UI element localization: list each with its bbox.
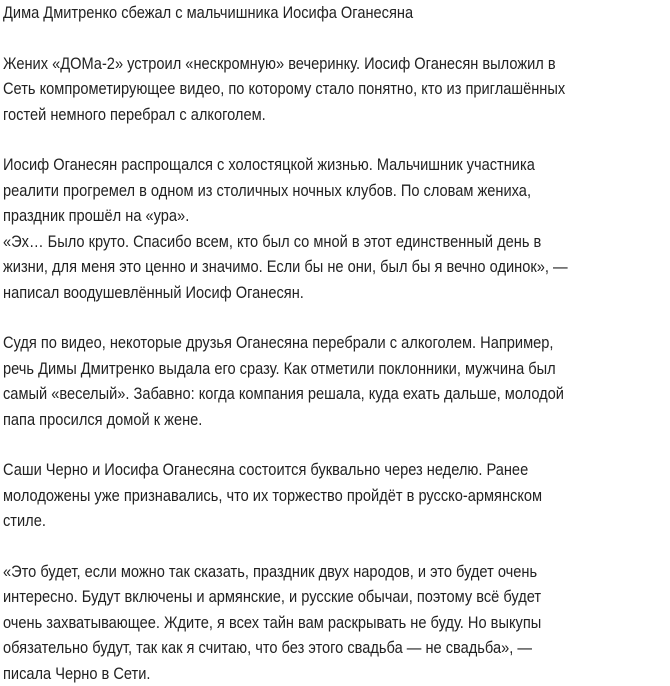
text-line: самый «веселый». Забавно: когда компания решала, куда ехать дальше, молодой	[3, 381, 577, 407]
quote-line: обязательно будут, так как я считаю, что без этого свадьба — не свадьба», —	[3, 635, 577, 661]
text-line: Сеть компрометирующее видео, по которому стало понятно, кто из приглашённых	[3, 76, 577, 102]
text-line: стиле.	[3, 508, 577, 534]
quote-line: жизни, для меня это ценно и значимо. Если бы не они, был бы я вечно одинок», —	[3, 254, 577, 280]
quote-line: интересно. Будут включены и армянские, и русские обычаи, поэтому всё будет	[3, 584, 577, 610]
text-line: гостей немного перебрал с алкоголем.	[3, 102, 577, 128]
text-line: реалити прогремел в одном из столичных ночных клубов. По словам жениха,	[3, 178, 577, 204]
text-line: Саши Черно и Иосифа Оганесяна состоится буквально через неделю. Ранее	[3, 457, 577, 483]
paragraph-intro	[3, 51, 670, 128]
text-line: Жених «ДОМа-2» устроил «нескромную» вечеринку. Иосиф Оганесян выложил в	[3, 51, 577, 77]
paragraph-video	[3, 330, 670, 432]
paragraph-quote-cherno	[3, 559, 670, 686]
quote-line: «Это будет, если можно так сказать, праздник двух народов, и это будет очень	[3, 559, 577, 585]
text-line: молодожены уже признавались, что их торжество пройдёт в русско-армянском	[3, 483, 577, 509]
article-title: Дима Дмитренко сбежал с мальчишника Иосифа Оганесяна	[3, 0, 577, 26]
text-line: Судя по видео, некоторые друзья Оганесяна перебрали с алкоголем. Например,	[3, 330, 577, 356]
text-line: праздник прошёл на «ура».	[3, 203, 577, 229]
quote-line: писала Черно в Сети.	[3, 661, 577, 686]
quote-line: очень захватывающее. Ждите, я всех тайн вам раскрывать не буду. Но выкупы	[3, 610, 577, 636]
paragraph-bachelor-party	[3, 152, 670, 305]
text-line: папа просился домой к жене.	[3, 407, 577, 433]
paragraph-wedding	[3, 457, 670, 534]
text-line: речь Димы Дмитренко выдала его сразу. Как отметили поклонники, мужчина был	[3, 356, 577, 382]
quote-line: написал воодушевлённый Иосиф Оганесян.	[3, 280, 577, 306]
text-line: Иосиф Оганесян распрощался с холостяцкой жизнью. Мальчишник участника	[3, 152, 577, 178]
quote-line: «Эх… Было круто. Спасибо всем, кто был со мной в этот единственный день в	[3, 229, 577, 255]
